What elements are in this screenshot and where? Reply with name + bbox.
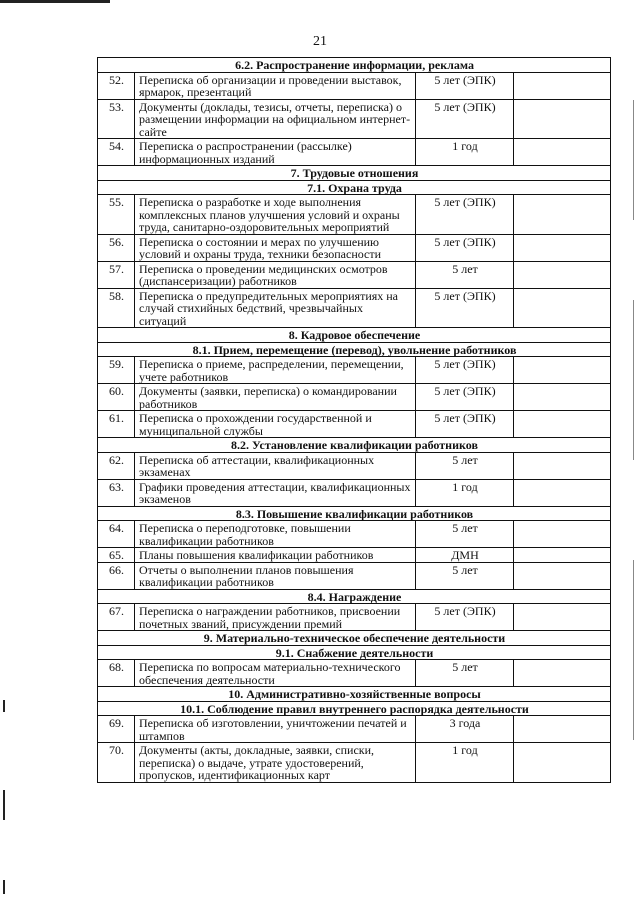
section-heading-row <box>98 645 611 660</box>
retention-term: 5 лет (ЭПК) <box>416 357 514 384</box>
document-title: Переписка об изготовлении, уничтожении печатей и штампов <box>135 716 416 743</box>
notes-cell <box>514 604 611 631</box>
document-title: Документы (доклады, тезисы, отчеты, переписка) о размещении информации на официальном интернет-сайте <box>135 99 416 139</box>
notes-cell <box>514 411 611 438</box>
notes-cell <box>514 743 611 783</box>
table-row <box>98 261 611 288</box>
document-table-body <box>98 58 611 783</box>
retention-term: 1 год <box>416 479 514 506</box>
row-number: 64. <box>98 521 135 548</box>
scan-edge-mark <box>3 790 5 820</box>
section-heading-row <box>98 58 611 73</box>
retention-term: 5 лет <box>416 452 514 479</box>
retention-term: 5 лет (ЭПК) <box>416 234 514 261</box>
row-number: 61. <box>98 411 135 438</box>
scan-edge-mark <box>633 300 634 460</box>
table-row <box>98 660 611 687</box>
retention-term: 1 год <box>416 743 514 783</box>
row-number: 52. <box>98 72 135 99</box>
section-heading-row <box>98 589 611 604</box>
document-title: Переписка о переподготовке, повышении квалификации работников <box>135 521 416 548</box>
row-number: 58. <box>98 288 135 328</box>
retention-term: 5 лет (ЭПК) <box>416 72 514 99</box>
retention-term: 5 лет (ЭПК) <box>416 411 514 438</box>
table-row <box>98 99 611 139</box>
section-heading-row <box>98 166 611 181</box>
table-row <box>98 743 611 783</box>
retention-term: 1 год <box>416 139 514 166</box>
notes-cell <box>514 562 611 589</box>
table-row <box>98 288 611 328</box>
scan-edge-mark <box>3 700 5 712</box>
table-row <box>98 384 611 411</box>
document-title: Переписка о состоянии и мерах по улучшению условий и охраны труда, техники безопасности <box>135 234 416 261</box>
section-heading-row <box>98 342 611 357</box>
notes-cell <box>514 139 611 166</box>
row-number: 54. <box>98 139 135 166</box>
notes-cell <box>514 357 611 384</box>
section-heading: 7.1. Охрана труда <box>98 180 611 195</box>
table-row <box>98 139 611 166</box>
section-heading: 8.4. Награждение <box>98 589 611 604</box>
row-number: 53. <box>98 99 135 139</box>
row-number: 55. <box>98 195 135 235</box>
table-row <box>98 562 611 589</box>
table-row <box>98 195 611 235</box>
section-heading-row <box>98 687 611 702</box>
section-heading-row <box>98 701 611 716</box>
table-row <box>98 521 611 548</box>
section-heading: 8. Кадровое обеспечение <box>98 328 611 343</box>
row-number: 62. <box>98 452 135 479</box>
scan-edge-mark <box>0 0 110 3</box>
section-heading: 6.2. Распространение информации, реклама <box>98 58 611 73</box>
notes-cell <box>514 72 611 99</box>
section-heading-row <box>98 506 611 521</box>
section-heading: 10.1. Соблюдение правил внутреннего распорядка деятельности <box>98 701 611 716</box>
section-heading-row <box>98 328 611 343</box>
section-heading-row <box>98 631 611 646</box>
section-heading: 10. Административно-хозяйственные вопросы <box>98 687 611 702</box>
retention-term: ДМН <box>416 548 514 563</box>
section-heading: 8.2. Установление квалификации работников <box>98 438 611 453</box>
notes-cell <box>514 195 611 235</box>
notes-cell <box>514 288 611 328</box>
notes-cell <box>514 479 611 506</box>
table-row <box>98 604 611 631</box>
row-number: 68. <box>98 660 135 687</box>
scan-edge-mark <box>3 880 5 894</box>
row-number: 56. <box>98 234 135 261</box>
document-title: Планы повышения квалификации работников <box>135 548 416 563</box>
notes-cell <box>514 452 611 479</box>
document-title: Переписка о распространении (рассылке) информационных изданий <box>135 139 416 166</box>
row-number: 69. <box>98 716 135 743</box>
row-number: 57. <box>98 261 135 288</box>
table-row <box>98 452 611 479</box>
document-title: Документы (заявки, переписка) о командировании работников <box>135 384 416 411</box>
section-heading: 9. Материально-техническое обеспечение деятельности <box>98 631 611 646</box>
row-number: 70. <box>98 743 135 783</box>
table-row <box>98 72 611 99</box>
section-heading-row <box>98 180 611 195</box>
document-title: Переписка о предупредительных мероприятиях на случай стихийных бедствий, чрезвычайных ситуаций <box>135 288 416 328</box>
notes-cell <box>514 384 611 411</box>
retention-term: 5 лет <box>416 521 514 548</box>
row-number: 67. <box>98 604 135 631</box>
table-row <box>98 411 611 438</box>
document-title: Переписка о проведении медицинских осмотров (диспансеризации) работников <box>135 261 416 288</box>
notes-cell <box>514 660 611 687</box>
document-title: Отчеты о выполнении планов повышения квалификации работников <box>135 562 416 589</box>
notes-cell <box>514 548 611 563</box>
section-heading: 7. Трудовые отношения <box>98 166 611 181</box>
row-number: 63. <box>98 479 135 506</box>
retention-term: 5 лет (ЭПК) <box>416 99 514 139</box>
document-title: Переписка по вопросам материально-технического обеспечения деятельности <box>135 660 416 687</box>
retention-term: 5 лет (ЭПК) <box>416 384 514 411</box>
document-title: Переписка о разработке и ходе выполнения комплексных планов улучшения условий и охраны труда, санитарно-оздоровительных мероприятий <box>135 195 416 235</box>
retention-term: 5 лет (ЭПК) <box>416 604 514 631</box>
notes-cell <box>514 261 611 288</box>
section-heading: 8.3. Повышение квалификации работников <box>98 506 611 521</box>
table-row <box>98 357 611 384</box>
document-title: Переписка о приеме, распределении, перемещении, учете работников <box>135 357 416 384</box>
retention-term: 5 лет <box>416 660 514 687</box>
table-row <box>98 548 611 563</box>
notes-cell <box>514 521 611 548</box>
table-row <box>98 716 611 743</box>
notes-cell <box>514 716 611 743</box>
document-title: Переписка о прохождении государственной и муниципальной службы <box>135 411 416 438</box>
row-number: 59. <box>98 357 135 384</box>
document-title: Переписка об аттестации, квалификационных экзаменах <box>135 452 416 479</box>
section-heading: 8.1. Прием, перемещение (перевод), увольнение работников <box>98 342 611 357</box>
retention-term: 5 лет (ЭПК) <box>416 195 514 235</box>
retention-term: 3 года <box>416 716 514 743</box>
notes-cell <box>514 99 611 139</box>
section-heading-row <box>98 438 611 453</box>
retention-term: 5 лет <box>416 562 514 589</box>
retention-term: 5 лет (ЭПК) <box>416 288 514 328</box>
document-table <box>97 57 611 783</box>
document-title: Документы (акты, докладные, заявки, списки, переписка) о выдаче, утрате удостоверений, пропусков, идентификационных карт <box>135 743 416 783</box>
document-title: Переписка об организации и проведении выставок, ярмарок, презентаций <box>135 72 416 99</box>
row-number: 60. <box>98 384 135 411</box>
table-row <box>98 234 611 261</box>
section-heading: 9.1. Снабжение деятельности <box>98 645 611 660</box>
scan-edge-mark <box>633 100 634 220</box>
document-title: Графики проведения аттестации, квалификационных экзаменов <box>135 479 416 506</box>
row-number: 65. <box>98 548 135 563</box>
table-row <box>98 479 611 506</box>
retention-term: 5 лет <box>416 261 514 288</box>
row-number: 66. <box>98 562 135 589</box>
scan-edge-mark <box>633 560 634 740</box>
document-title: Переписка о награждении работников, присвоении почетных званий, присуждении премий <box>135 604 416 631</box>
page-number: 21 <box>313 34 327 49</box>
notes-cell <box>514 234 611 261</box>
